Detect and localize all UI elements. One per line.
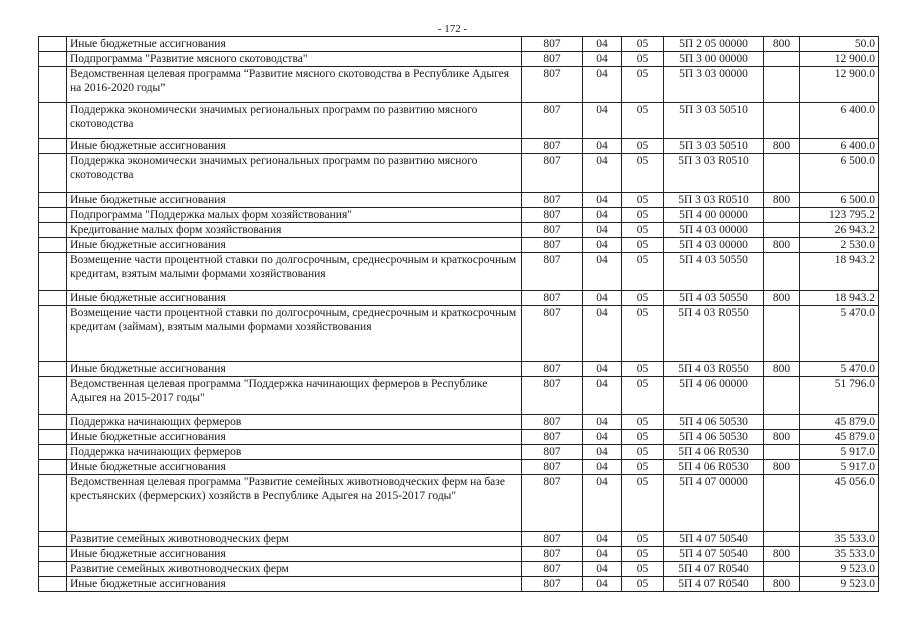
row-number-cell <box>39 52 67 67</box>
row-name-cell: Иные бюджетные ассигнования <box>67 460 522 475</box>
expense-type-cell <box>764 253 800 291</box>
expense-type-cell: 800 <box>764 547 800 562</box>
ved-code-cell: 807 <box>522 253 583 291</box>
target-article-cell: 5П 3 03 00000 <box>664 67 764 103</box>
ved-code-cell: 807 <box>522 193 583 208</box>
target-article-cell: 5П 4 07 00000 <box>664 475 764 532</box>
table-row <box>39 562 879 577</box>
amount-cell: 18 943.2 <box>800 291 879 306</box>
amount-cell: 5 470.0 <box>800 362 879 377</box>
target-article-cell: 5П 3 03 50510 <box>664 139 764 154</box>
target-article-cell: 5П 4 03 R0550 <box>664 362 764 377</box>
amount-cell: 9 523.0 <box>800 577 879 592</box>
section-code-cell: 04 <box>583 238 622 253</box>
amount-cell: 26 943.2 <box>800 223 879 238</box>
ved-code-cell: 807 <box>522 562 583 577</box>
table-row <box>39 415 879 430</box>
table-row <box>39 37 879 52</box>
table-row <box>39 291 879 306</box>
section-code-cell: 04 <box>583 52 622 67</box>
row-name-cell: Иные бюджетные ассигнования <box>67 430 522 445</box>
target-article-cell: 5П 4 06 50530 <box>664 430 764 445</box>
table-row <box>39 52 879 67</box>
subsection-code-cell: 05 <box>622 562 664 577</box>
subsection-code-cell: 05 <box>622 193 664 208</box>
expense-type-cell <box>764 208 800 223</box>
section-code-cell: 04 <box>583 223 622 238</box>
table-row <box>39 460 879 475</box>
section-code-cell: 04 <box>583 291 622 306</box>
target-article-cell: 5П 4 03 00000 <box>664 223 764 238</box>
amount-cell: 9 523.0 <box>800 562 879 577</box>
amount-cell: 45 879.0 <box>800 415 879 430</box>
table-row <box>39 362 879 377</box>
expense-type-cell: 800 <box>764 460 800 475</box>
section-code-cell: 04 <box>583 475 622 532</box>
amount-cell: 123 795.2 <box>800 208 879 223</box>
ved-code-cell: 807 <box>522 430 583 445</box>
row-name-cell: Подпрограмма "Поддержка малых форм хозяйствования" <box>67 208 522 223</box>
expense-type-cell <box>764 223 800 238</box>
expense-type-cell <box>764 306 800 362</box>
expense-type-cell <box>764 562 800 577</box>
amount-cell: 18 943.2 <box>800 253 879 291</box>
ved-code-cell: 807 <box>522 532 583 547</box>
table-row <box>39 547 879 562</box>
table-row <box>39 475 879 532</box>
section-code-cell: 04 <box>583 547 622 562</box>
row-name-cell: Иные бюджетные ассигнования <box>67 37 522 52</box>
table-row <box>39 238 879 253</box>
subsection-code-cell: 05 <box>622 532 664 547</box>
ved-code-cell: 807 <box>522 547 583 562</box>
subsection-code-cell: 05 <box>622 377 664 415</box>
row-number-cell <box>39 37 67 52</box>
row-number-cell <box>39 223 67 238</box>
section-code-cell: 04 <box>583 377 622 415</box>
row-number-cell <box>39 253 67 291</box>
subsection-code-cell: 05 <box>622 415 664 430</box>
target-article-cell: 5П 4 07 R0540 <box>664 562 764 577</box>
ved-code-cell: 807 <box>522 154 583 193</box>
section-code-cell: 04 <box>583 154 622 193</box>
row-name-cell: Возмещение части процентной ставки по долгосрочным, среднесрочным и краткосрочным кредитам, взятым малыми формами хозяйствования <box>67 253 522 291</box>
ved-code-cell: 807 <box>522 362 583 377</box>
subsection-code-cell: 05 <box>622 52 664 67</box>
expense-type-cell <box>764 154 800 193</box>
row-number-cell <box>39 154 67 193</box>
expense-type-cell: 800 <box>764 238 800 253</box>
row-number-cell <box>39 67 67 103</box>
expense-type-cell <box>764 415 800 430</box>
expense-type-cell <box>764 103 800 139</box>
ved-code-cell: 807 <box>522 460 583 475</box>
subsection-code-cell: 05 <box>622 445 664 460</box>
subsection-code-cell: 05 <box>622 139 664 154</box>
section-code-cell: 04 <box>583 208 622 223</box>
section-code-cell: 04 <box>583 67 622 103</box>
ved-code-cell: 807 <box>522 238 583 253</box>
table-row <box>39 577 879 592</box>
table-row <box>39 154 879 193</box>
subsection-code-cell: 05 <box>622 362 664 377</box>
table-row <box>39 139 879 154</box>
amount-cell: 45 056.0 <box>800 475 879 532</box>
section-code-cell: 04 <box>583 253 622 291</box>
expense-type-cell: 800 <box>764 577 800 592</box>
target-article-cell: 5П 4 06 50530 <box>664 415 764 430</box>
row-name-cell: Ведомственная целевая программа “Развитие мясного скотоводства в Республике Адыгея на 2016-2020 годы” <box>67 67 522 103</box>
ved-code-cell: 807 <box>522 415 583 430</box>
row-name-cell: Развитие семейных животноводческих ферм <box>67 532 522 547</box>
subsection-code-cell: 05 <box>622 154 664 193</box>
section-code-cell: 04 <box>583 103 622 139</box>
table-row <box>39 223 879 238</box>
target-article-cell: 5П 4 07 50540 <box>664 547 764 562</box>
table-row <box>39 208 879 223</box>
ved-code-cell: 807 <box>522 103 583 139</box>
target-article-cell: 5П 4 06 00000 <box>664 377 764 415</box>
row-number-cell <box>39 430 67 445</box>
budget-table <box>38 36 879 592</box>
amount-cell: 5 917.0 <box>800 460 879 475</box>
target-article-cell: 5П 4 03 00000 <box>664 238 764 253</box>
expense-type-cell: 800 <box>764 430 800 445</box>
expense-type-cell <box>764 377 800 415</box>
row-name-cell: Иные бюджетные ассигнования <box>67 139 522 154</box>
expense-type-cell: 800 <box>764 362 800 377</box>
ved-code-cell: 807 <box>522 306 583 362</box>
expense-type-cell <box>764 532 800 547</box>
target-article-cell: 5П 4 06 R0530 <box>664 460 764 475</box>
subsection-code-cell: 05 <box>622 208 664 223</box>
section-code-cell: 04 <box>583 193 622 208</box>
ved-code-cell: 807 <box>522 223 583 238</box>
target-article-cell: 5П 4 06 R0530 <box>664 445 764 460</box>
ved-code-cell: 807 <box>522 208 583 223</box>
row-name-cell: Иные бюджетные ассигнования <box>67 362 522 377</box>
section-code-cell: 04 <box>583 430 622 445</box>
target-article-cell: 5П 3 03 50510 <box>664 103 764 139</box>
subsection-code-cell: 05 <box>622 238 664 253</box>
subsection-code-cell: 05 <box>622 291 664 306</box>
subsection-code-cell: 05 <box>622 577 664 592</box>
subsection-code-cell: 05 <box>622 67 664 103</box>
row-name-cell: Иные бюджетные ассигнования <box>67 291 522 306</box>
subsection-code-cell: 05 <box>622 475 664 532</box>
row-name-cell: Кредитование малых форм хозяйствования <box>67 223 522 238</box>
expense-type-cell: 800 <box>764 291 800 306</box>
target-article-cell: 5П 2 05 00000 <box>664 37 764 52</box>
amount-cell: 5 470.0 <box>800 306 879 362</box>
target-article-cell: 5П 4 07 50540 <box>664 532 764 547</box>
amount-cell: 12 900.0 <box>800 52 879 67</box>
expense-type-cell: 800 <box>764 139 800 154</box>
section-code-cell: 04 <box>583 306 622 362</box>
row-number-cell <box>39 460 67 475</box>
row-name-cell: Ведомственная целевая программа "Развитие семейных животноводческих ферм на базе крестьянских (фермерских) хозяйств в Республике Адыгея на 2015-2017 годы" <box>67 475 522 532</box>
amount-cell: 6 500.0 <box>800 193 879 208</box>
row-number-cell <box>39 103 67 139</box>
row-number-cell <box>39 445 67 460</box>
subsection-code-cell: 05 <box>622 253 664 291</box>
row-name-cell: Подпрограмма "Развитие мясного скотоводства" <box>67 52 522 67</box>
subsection-code-cell: 05 <box>622 103 664 139</box>
row-name-cell: Иные бюджетные ассигнования <box>67 547 522 562</box>
expense-type-cell <box>764 475 800 532</box>
row-number-cell <box>39 475 67 532</box>
amount-cell: 35 533.0 <box>800 532 879 547</box>
row-number-cell <box>39 238 67 253</box>
section-code-cell: 04 <box>583 445 622 460</box>
target-article-cell: 5П 4 00 00000 <box>664 208 764 223</box>
row-number-cell <box>39 291 67 306</box>
target-article-cell: 5П 4 03 R0550 <box>664 306 764 362</box>
table-row <box>39 377 879 415</box>
row-number-cell <box>39 306 67 362</box>
ved-code-cell: 807 <box>522 475 583 532</box>
amount-cell: 5 917.0 <box>800 445 879 460</box>
target-article-cell: 5П 3 03 R0510 <box>664 154 764 193</box>
table-row <box>39 103 879 139</box>
table-row <box>39 67 879 103</box>
row-name-cell: Поддержка экономически значимых региональных программ по развитию мясного скотоводства <box>67 103 522 139</box>
amount-cell: 2 530.0 <box>800 238 879 253</box>
ved-code-cell: 807 <box>522 139 583 154</box>
table-row <box>39 532 879 547</box>
row-name-cell: Иные бюджетные ассигнования <box>67 577 522 592</box>
target-article-cell: 5П 4 03 50550 <box>664 291 764 306</box>
subsection-code-cell: 05 <box>622 223 664 238</box>
section-code-cell: 04 <box>583 37 622 52</box>
section-code-cell: 04 <box>583 532 622 547</box>
row-number-cell <box>39 415 67 430</box>
row-name-cell: Иные бюджетные ассигнования <box>67 238 522 253</box>
subsection-code-cell: 05 <box>622 37 664 52</box>
ved-code-cell: 807 <box>522 445 583 460</box>
row-number-cell <box>39 193 67 208</box>
amount-cell: 12 900.0 <box>800 67 879 103</box>
expense-type-cell <box>764 445 800 460</box>
target-article-cell: 5П 3 00 00000 <box>664 52 764 67</box>
section-code-cell: 04 <box>583 362 622 377</box>
row-name-cell: Иные бюджетные ассигнования <box>67 193 522 208</box>
ved-code-cell: 807 <box>522 577 583 592</box>
row-name-cell: Возмещение части процентной ставки по долгосрочным, среднесрочным и краткосрочным кредитам (займам), взятым малыми формами хозяйствования <box>67 306 522 362</box>
subsection-code-cell: 05 <box>622 430 664 445</box>
row-number-cell <box>39 547 67 562</box>
table-row <box>39 445 879 460</box>
expense-type-cell <box>764 52 800 67</box>
amount-cell: 51 796.0 <box>800 377 879 415</box>
expense-type-cell <box>764 67 800 103</box>
section-code-cell: 04 <box>583 139 622 154</box>
row-name-cell: Ведомственная целевая программа "Поддержка начинающих фермеров в Республике Адыгея на 2015-2017 годы" <box>67 377 522 415</box>
amount-cell: 6 400.0 <box>800 103 879 139</box>
page-number: - 172 - <box>437 23 468 35</box>
subsection-code-cell: 05 <box>622 306 664 362</box>
row-name-cell: Поддержка начинающих фермеров <box>67 445 522 460</box>
ved-code-cell: 807 <box>522 37 583 52</box>
row-number-cell <box>39 362 67 377</box>
row-name-cell: Поддержка начинающих фермеров <box>67 415 522 430</box>
subsection-code-cell: 05 <box>622 460 664 475</box>
ved-code-cell: 807 <box>522 377 583 415</box>
row-number-cell <box>39 377 67 415</box>
amount-cell: 6 500.0 <box>800 154 879 193</box>
subsection-code-cell: 05 <box>622 547 664 562</box>
table-body <box>39 37 879 592</box>
expense-type-cell: 800 <box>764 193 800 208</box>
section-code-cell: 04 <box>583 577 622 592</box>
amount-cell: 6 400.0 <box>800 139 879 154</box>
ved-code-cell: 807 <box>522 52 583 67</box>
row-number-cell <box>39 208 67 223</box>
row-number-cell <box>39 139 67 154</box>
table-row <box>39 430 879 445</box>
ved-code-cell: 807 <box>522 291 583 306</box>
target-article-cell: 5П 4 07 R0540 <box>664 577 764 592</box>
row-name-cell: Развитие семейных животноводческих ферм <box>67 562 522 577</box>
target-article-cell: 5П 4 03 50550 <box>664 253 764 291</box>
target-article-cell: 5П 3 03 R0510 <box>664 193 764 208</box>
table-row <box>39 253 879 291</box>
amount-cell: 50.0 <box>800 37 879 52</box>
row-name-cell: Поддержка экономически значимых региональных программ по развитию мясного скотоводства <box>67 154 522 193</box>
ved-code-cell: 807 <box>522 67 583 103</box>
amount-cell: 45 879.0 <box>800 430 879 445</box>
table-row <box>39 193 879 208</box>
row-number-cell <box>39 562 67 577</box>
expense-type-cell: 800 <box>764 37 800 52</box>
table-row <box>39 306 879 362</box>
amount-cell: 35 533.0 <box>800 547 879 562</box>
section-code-cell: 04 <box>583 460 622 475</box>
row-number-cell <box>39 577 67 592</box>
section-code-cell: 04 <box>583 562 622 577</box>
section-code-cell: 04 <box>583 415 622 430</box>
row-number-cell <box>39 532 67 547</box>
